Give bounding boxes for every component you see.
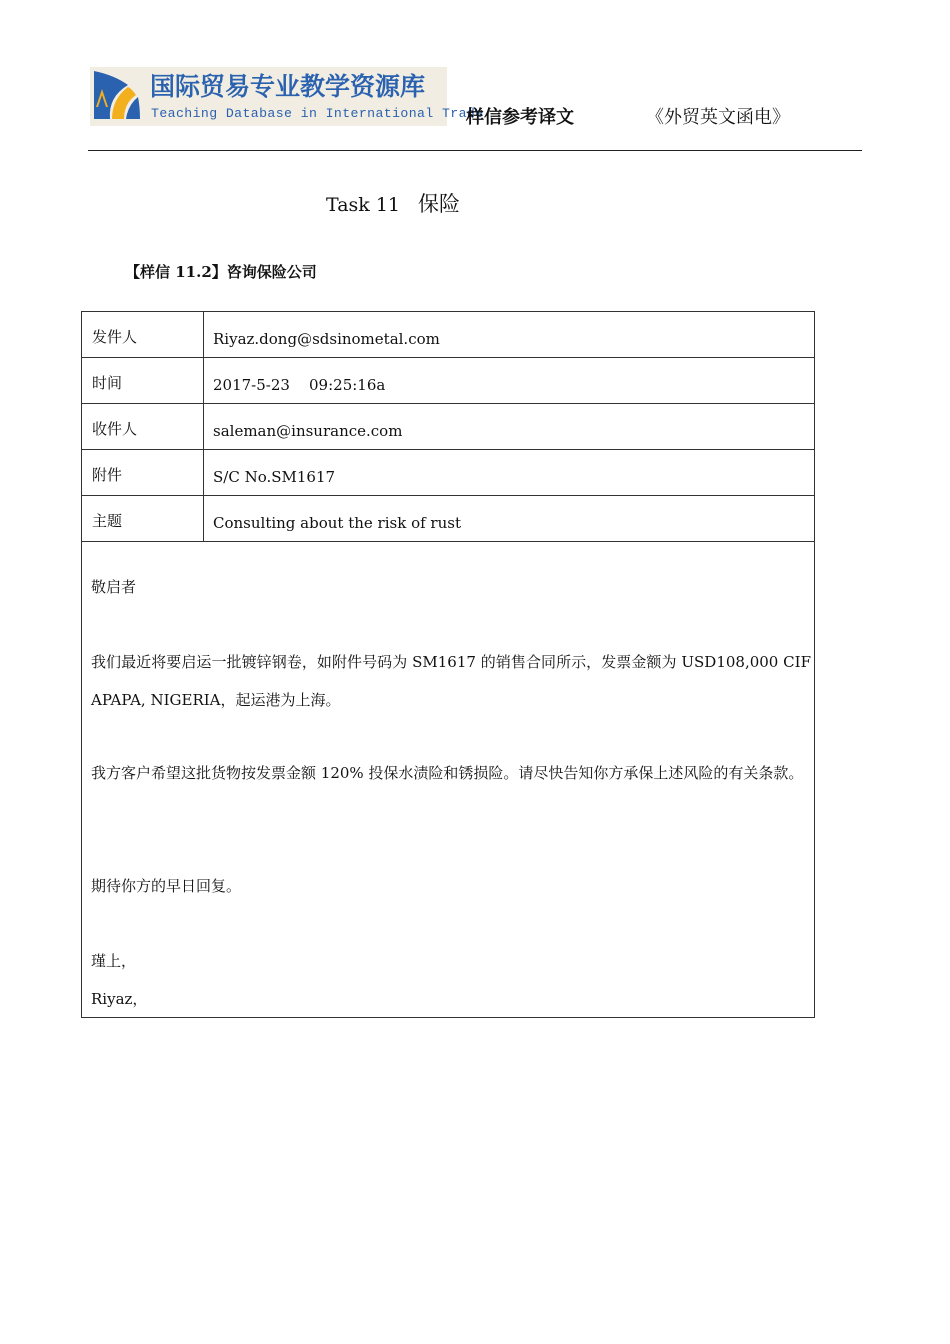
sample-title: 【样信 11.2】咨询保险公司 [125,263,317,281]
email-field-row [82,496,814,542]
email-table [81,311,815,1018]
header-divider [88,150,862,151]
logo-english-text: Teaching Database in International Trade [151,106,484,121]
field-value: S/C No.SM1617 [213,468,336,486]
field-label: 收件人 [82,404,204,449]
field-value: saleman@insurance.com [213,422,403,440]
email-closing: 瑾上， [91,952,137,970]
logo [90,67,484,126]
globe-logo-icon [90,67,148,126]
email-paragraph: 我们最近将要启运一批镀锌钢卷，如附件号码为 SM1617 的销售合同所示，发票金额为 USD108,000 CIF APAPA, NIGERIA，起运港为上海。 [91,653,811,709]
field-label: 发件人 [82,312,204,357]
email-field-row [82,450,814,496]
email-field-row [82,404,814,450]
task-title-cn: 保险 [418,192,461,216]
email-field-row [82,358,814,404]
field-label: 主题 [82,496,204,541]
email-greeting: 敬启者 [91,578,137,596]
task-title-en: Task 11 [326,194,401,216]
email-field-row [82,312,814,358]
email-body [82,542,814,1017]
email-signature: Riyaz， [91,990,148,1008]
logo-chinese-text: 国际贸易专业教学资源库 [150,72,426,101]
email-paragraph: 我方客户希望这批货物按发票金额 120% 投保水渍险和锈损险。请尽快告知你方承保上述风险的有关条款。 [91,764,804,782]
field-value: Consulting about the risk of rust [213,514,461,532]
field-label: 时间 [82,358,204,403]
header-label: 样信参考译文 [466,107,574,128]
task-title [326,190,460,219]
email-paragraph: 期待你方的早日回复。 [91,877,242,895]
header-book-title: 《外贸英文函电》 [646,107,790,128]
field-value: 2017-5-23 09:25:16a [213,376,386,394]
field-label: 附件 [82,450,204,495]
field-value: Riyaz.dong@sdsinometal.com [213,330,440,348]
